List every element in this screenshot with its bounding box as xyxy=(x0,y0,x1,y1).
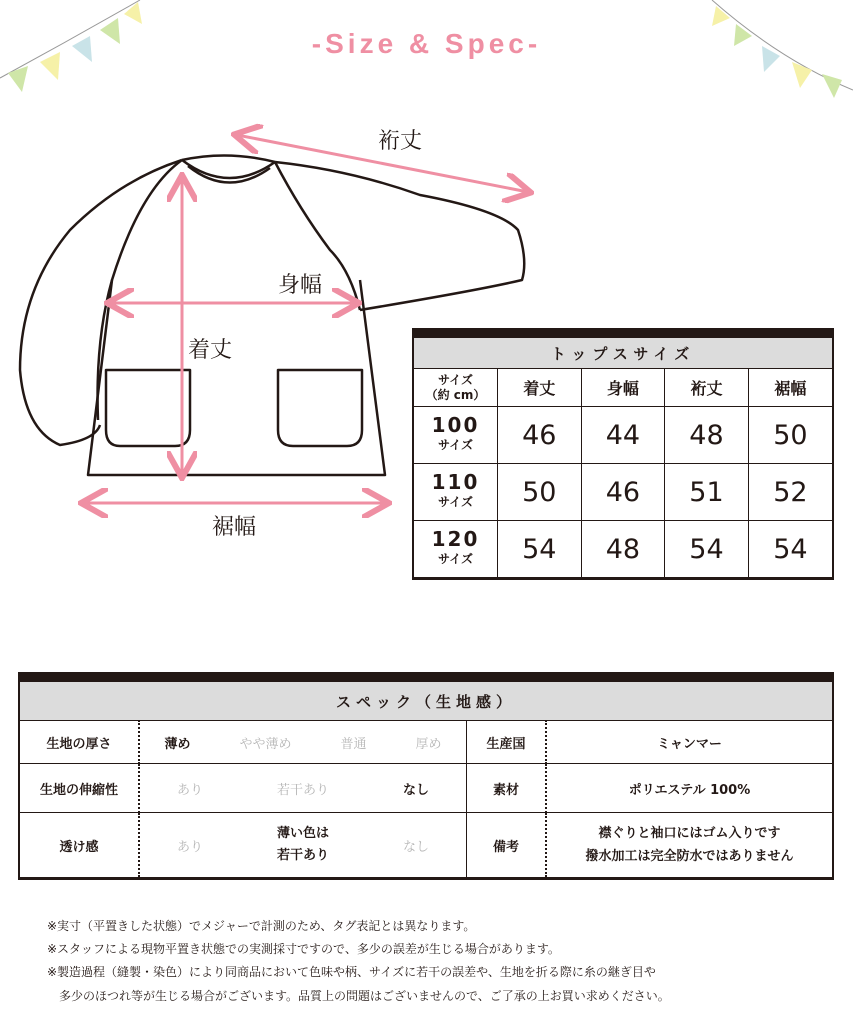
option: あり xyxy=(176,782,203,798)
option-selected: 薄め xyxy=(164,736,191,752)
table-cell: 54 xyxy=(665,521,749,579)
table-cell: 52 xyxy=(748,464,833,521)
option-scale xyxy=(140,779,466,798)
table-cell: 48 xyxy=(665,407,749,464)
table-cell: 48 xyxy=(581,521,665,579)
table-row xyxy=(413,407,833,464)
spec-key: 備考 xyxy=(467,813,547,879)
note: 多少のほつれ等が生じる場合がございます。品質上の問題はございませんので、ご了承の上お買い求めください。 xyxy=(47,989,670,1003)
table-cell: 54 xyxy=(748,521,833,579)
spec-key: 生産国 xyxy=(467,721,547,764)
table-cell: 50 xyxy=(748,407,833,464)
size-corner-header xyxy=(413,369,498,407)
table-cell: 54 xyxy=(498,521,582,579)
spec-value xyxy=(546,813,833,879)
body-width-label: 身幅 xyxy=(278,273,323,298)
size-unit: サイズ xyxy=(437,495,474,509)
sleeve-length-label: 裄丈 xyxy=(378,129,423,154)
spec-label: 生地の伸縮性 xyxy=(19,764,139,813)
spec-value: ミャンマー xyxy=(546,721,833,764)
table-cell: 46 xyxy=(498,407,582,464)
note: ※製造過程（縫製・染色）により同商品において色味や柄、サイズに若干の誤差や、生地を折る際に糸の継ぎ目や xyxy=(47,965,656,979)
table-row xyxy=(413,521,833,579)
row-header xyxy=(413,464,498,521)
row-header xyxy=(413,407,498,464)
table-cell: 46 xyxy=(581,464,665,521)
option: 若干あり xyxy=(276,782,329,798)
table-cell: 44 xyxy=(581,407,665,464)
option-scale xyxy=(140,733,466,752)
table-cell: 51 xyxy=(665,464,749,521)
size-number: 100 xyxy=(431,413,480,437)
size-number: 110 xyxy=(431,470,480,494)
corner-line: （約 cm） xyxy=(425,387,486,402)
spec-value: ポリエステル 100% xyxy=(546,764,833,813)
option: やや薄め xyxy=(239,736,292,752)
note: ※スタッフによる現物平置き状態での実測採寸ですので、多少の誤差が生じる場合があります。 xyxy=(47,942,560,956)
table-cell: 50 xyxy=(498,464,582,521)
column-header: 身幅 xyxy=(581,369,665,407)
spec-table xyxy=(18,672,834,880)
size-unit: サイズ xyxy=(437,552,474,566)
spec-table-title: スペック（生地感） xyxy=(19,677,833,721)
option-selected: なし xyxy=(402,782,429,798)
hem-width-label: 裾幅 xyxy=(212,515,257,540)
column-header: 裾幅 xyxy=(748,369,833,407)
corner-line: サイズ xyxy=(437,372,474,387)
table-row xyxy=(19,764,833,813)
spec-label: 生地の厚さ xyxy=(19,721,139,764)
note: ※実寸（平置きした状態）でメジャーで計測のため、タグ表記とは異なります。 xyxy=(47,919,476,933)
option: 普通 xyxy=(340,736,367,752)
option-scale xyxy=(140,823,466,867)
size-table xyxy=(412,328,834,580)
option: あり xyxy=(176,839,203,855)
size-number: 120 xyxy=(431,527,480,551)
size-unit: サイズ xyxy=(437,438,474,452)
length-label: 着丈 xyxy=(188,338,233,363)
page-title: -Size & Spec- xyxy=(311,28,542,59)
size-table-title: トップスサイズ xyxy=(413,333,833,369)
column-header: 裄丈 xyxy=(665,369,749,407)
spec-label: 透け感 xyxy=(19,813,139,879)
column-header: 着丈 xyxy=(498,369,582,407)
option-selected: 薄い色は 若干あり xyxy=(276,826,329,863)
row-header xyxy=(413,521,498,579)
table-row xyxy=(413,464,833,521)
option: なし xyxy=(402,839,429,855)
table-row xyxy=(19,813,833,879)
table-row xyxy=(19,721,833,764)
spec-value-line: 襟ぐりと袖口にはゴム入りです xyxy=(598,826,781,841)
option: 厚め xyxy=(415,736,442,752)
spec-value-line: 撥水加工は完全防水ではありません xyxy=(585,849,794,864)
spec-key: 素材 xyxy=(467,764,547,813)
